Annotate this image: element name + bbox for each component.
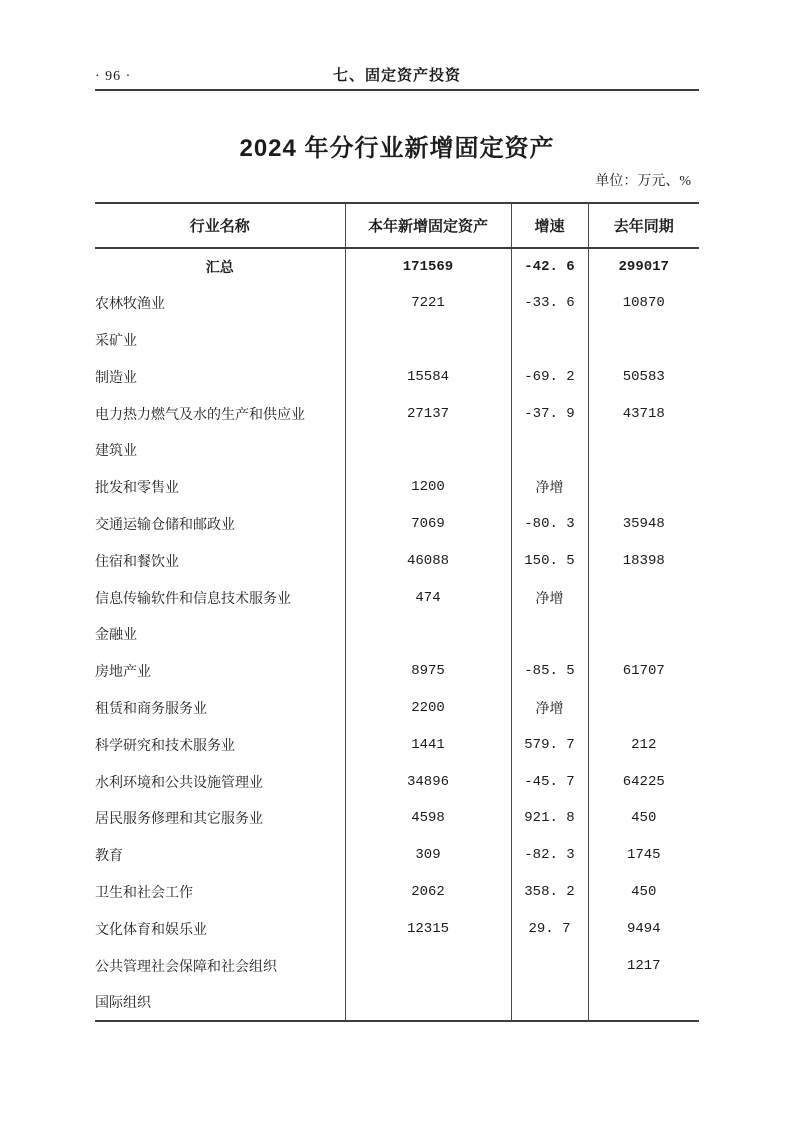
last-year-value-cell (588, 322, 699, 359)
growth-rate-cell (511, 432, 588, 469)
industry-name-cell: 卫生和社会工作 (95, 874, 345, 911)
table-row (95, 616, 699, 653)
running-head (95, 62, 699, 91)
table-row (95, 248, 699, 285)
current-value-cell (345, 432, 511, 469)
last-year-value-cell: 61707 (622, 663, 665, 680)
growth-rate-cell (511, 984, 588, 1021)
industry-name-cell: 公共管理社会保障和社会组织 (95, 947, 345, 984)
industry-name-cell: 信息传输软件和信息技术服务业 (95, 579, 345, 616)
current-value-cell: 474 (345, 579, 511, 616)
growth-rate-cell: 净增 (511, 579, 588, 616)
last-year-value-cell (588, 579, 699, 616)
current-value-cell: 7069 (345, 506, 511, 543)
growth-rate-cell: -82. 3 (511, 837, 588, 874)
growth-rate-cell: 579. 7 (511, 726, 588, 763)
table-row (95, 322, 699, 359)
growth-rate-cell: 净增 (511, 469, 588, 506)
growth-rate-cell (511, 616, 588, 653)
last-year-value-cell (588, 432, 699, 469)
growth-rate-cell: 150. 5 (511, 542, 588, 579)
last-year-value-cell: 9494 (626, 920, 661, 937)
last-year-value-cell (588, 690, 699, 727)
last-year-value-cell: 1745 (626, 847, 661, 864)
industry-name-cell: 采矿业 (95, 322, 345, 359)
current-value-cell (345, 616, 511, 653)
growth-rate-cell: -33. 6 (511, 285, 588, 322)
page-title: 2024 年分行业新增固定资产 (239, 135, 555, 162)
industry-name-cell: 汇总 (95, 248, 345, 285)
current-value-cell: 27137 (345, 395, 511, 432)
table-row (95, 947, 699, 984)
growth-rate-cell: -45. 7 (511, 763, 588, 800)
last-year-value-cell: 35948 (622, 515, 665, 532)
growth-rate-cell (511, 322, 588, 359)
growth-rate-cell: 29. 7 (511, 910, 588, 947)
chapter-header: 七、固定资产投资 (332, 67, 461, 84)
table-row (95, 653, 699, 690)
industry-name-cell: 房地产业 (95, 653, 345, 690)
table-row (95, 432, 699, 469)
growth-rate-cell: 358. 2 (511, 874, 588, 911)
table-header (95, 203, 699, 248)
current-value-cell: 34896 (345, 763, 511, 800)
current-value-cell (345, 322, 511, 359)
industry-name-cell: 教育 (95, 837, 345, 874)
current-value-cell: 4598 (345, 800, 511, 837)
last-year-value-cell (588, 616, 699, 653)
growth-rate-cell: -85. 5 (511, 653, 588, 690)
table-row (95, 800, 699, 837)
industry-name-cell: 科学研究和技术服务业 (95, 726, 345, 763)
column-header-current: 本年新增固定资产 (345, 203, 511, 248)
table-row (95, 690, 699, 727)
last-year-value-cell: 450 (631, 810, 657, 827)
last-year-value-cell: 50583 (622, 368, 665, 385)
table-row (95, 542, 699, 579)
last-year-value-cell (588, 469, 699, 506)
last-year-value-cell: 43718 (622, 405, 665, 422)
page-number: · 96 · (95, 69, 132, 84)
table-row (95, 837, 699, 874)
table-body (95, 248, 699, 1021)
last-year-value-cell: 10870 (622, 295, 665, 312)
industry-name-cell: 制造业 (95, 358, 345, 395)
column-header-last-year: 去年同期 (588, 203, 699, 248)
current-value-cell: 2062 (345, 874, 511, 911)
growth-rate-cell: -37. 9 (511, 395, 588, 432)
current-value-cell: 15584 (345, 358, 511, 395)
industry-name-cell: 国际组织 (95, 984, 345, 1021)
last-year-value-cell: 1217 (626, 957, 661, 974)
table-row (95, 726, 699, 763)
table-row (95, 874, 699, 911)
current-value-cell (345, 984, 511, 1021)
industry-name-cell: 批发和零售业 (95, 469, 345, 506)
table-row (95, 910, 699, 947)
last-year-value-cell: 450 (631, 883, 657, 900)
table-row (95, 579, 699, 616)
growth-rate-cell (511, 947, 588, 984)
last-year-value-cell: 299017 (618, 258, 669, 275)
industry-name-cell: 居民服务修理和其它服务业 (95, 800, 345, 837)
current-value-cell: 309 (345, 837, 511, 874)
industry-name-cell: 金融业 (95, 616, 345, 653)
current-value-cell: 12315 (345, 910, 511, 947)
industry-name-cell: 水利环境和公共设施管理业 (95, 763, 345, 800)
current-value-cell: 2200 (345, 690, 511, 727)
current-value-cell: 171569 (345, 248, 511, 285)
last-year-value-cell (588, 984, 699, 1021)
table-row (95, 469, 699, 506)
growth-rate-cell: -69. 2 (511, 358, 588, 395)
industry-name-cell: 建筑业 (95, 432, 345, 469)
growth-rate-cell: 净增 (511, 690, 588, 727)
current-value-cell: 1200 (345, 469, 511, 506)
current-value-cell: 8975 (345, 653, 511, 690)
table-row (95, 763, 699, 800)
table-row (95, 285, 699, 322)
table-row (95, 506, 699, 543)
current-value-cell: 7221 (345, 285, 511, 322)
current-value-cell (345, 947, 511, 984)
current-value-cell: 46088 (345, 542, 511, 579)
table-row (95, 395, 699, 432)
industry-name-cell: 电力热力燃气及水的生产和供应业 (95, 395, 345, 432)
column-header-industry: 行业名称 (95, 203, 345, 248)
current-value-cell: 1441 (345, 726, 511, 763)
growth-rate-cell: 921. 8 (511, 800, 588, 837)
industry-fixed-assets-table (95, 202, 699, 1022)
last-year-value-cell: 18398 (622, 552, 665, 569)
table-row (95, 358, 699, 395)
table-header-row (95, 203, 699, 248)
industry-name-cell: 住宿和餐饮业 (95, 542, 345, 579)
table-row (95, 984, 699, 1021)
industry-name-cell: 交通运输仓储和邮政业 (95, 506, 345, 543)
last-year-value-cell: 64225 (622, 773, 665, 790)
last-year-value-cell: 212 (631, 736, 657, 753)
industry-name-cell: 租赁和商务服务业 (95, 690, 345, 727)
industry-name-cell: 文化体育和娱乐业 (95, 910, 345, 947)
growth-rate-cell: -42. 6 (511, 248, 588, 285)
column-header-growth: 增速 (511, 203, 588, 248)
growth-rate-cell: -80. 3 (511, 506, 588, 543)
industry-name-cell: 农林牧渔业 (95, 285, 345, 322)
unit-note: 单位：万元、% (595, 174, 691, 189)
